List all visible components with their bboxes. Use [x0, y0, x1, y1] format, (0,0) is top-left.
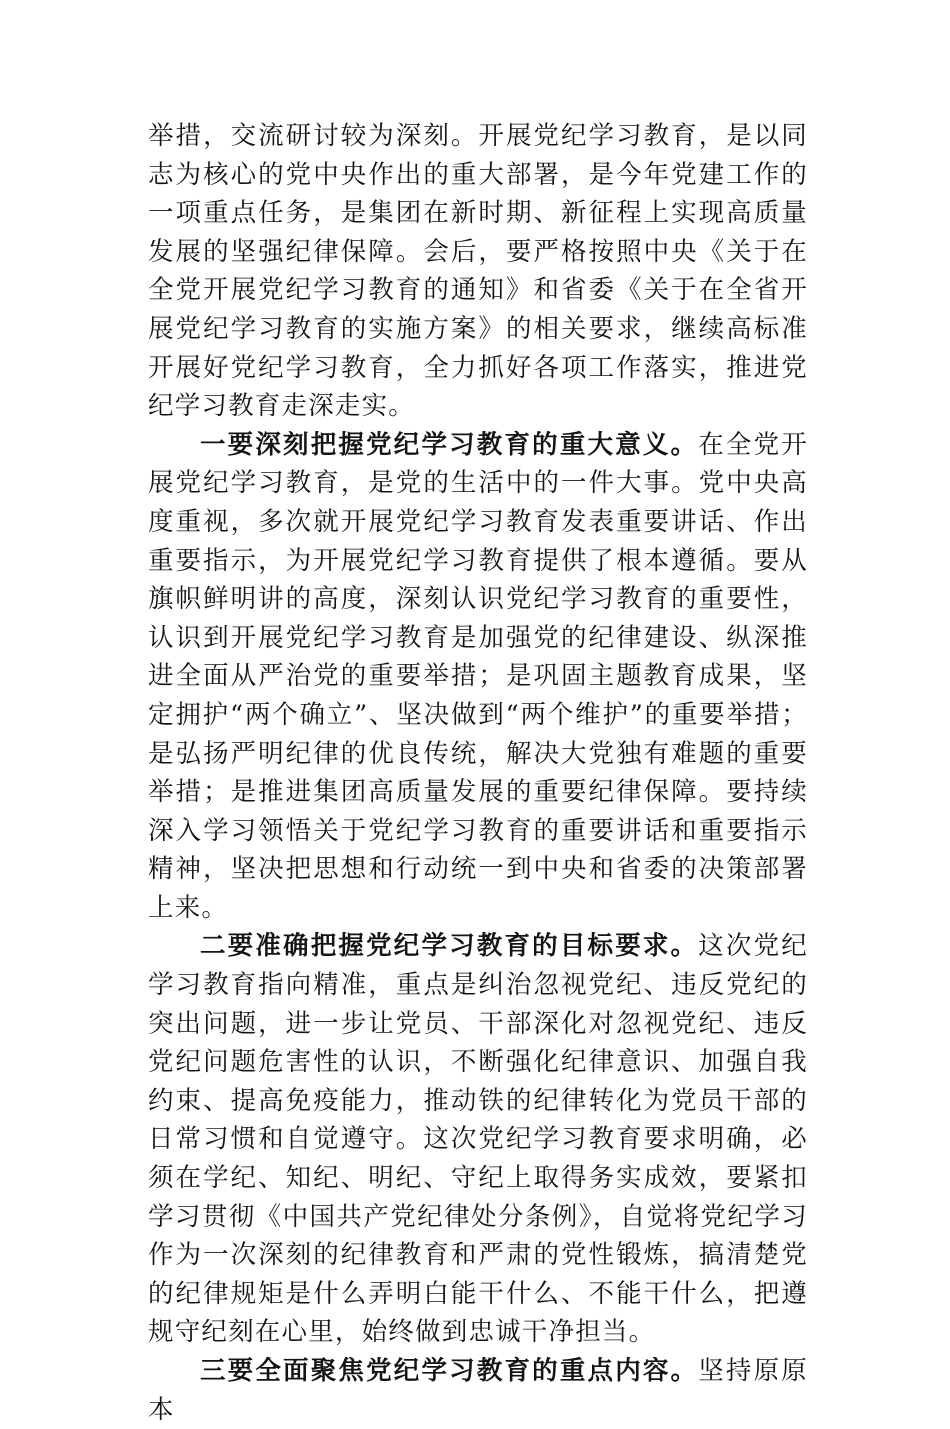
- paragraph-1: [148, 117, 808, 426]
- paragraph-4: [148, 1352, 808, 1429]
- paragraph-2-text: 在全党开展党纪学习教育，是党的生活中的一件大事。党中央高度重视，多次就开展党纪学习教育发表重要讲话、作出重要指示，为开展党纪学习教育提供了根本遵循。要从旗帜鲜明讲的高度，深刻认识党纪学习教育的重要性，认识到开展党纪学习教育是加强党的纪律建设、纵深推进全面从严治党的重要举措；是巩固主题教育成果，坚定拥护“两个确立”、坚决做到“两个维护”的重要举措；是弘扬严明纪律的优良传统，解决大党独有难题的重要举措；是推进集团高质量发展的重要纪律保障。要持续深入学习领悟关于党纪学习教育的重要讲话和重要指示精神，坚决把思想和行动统一到中央和省委的决策部署上来。: [148, 429, 808, 923]
- paragraph-4-text: 坚持原原本: [148, 1356, 808, 1425]
- paragraph-3-lead: 二要准确把握党纪学习教育的目标要求。: [200, 931, 699, 962]
- paragraph-2: [148, 426, 808, 928]
- paragraph-3: [148, 927, 808, 1352]
- document-body: [148, 117, 808, 1429]
- paragraph-4-lead: 三要全面聚焦党纪学习教育的重点内容。: [200, 1356, 699, 1386]
- paragraph-1-text: 举措，交流研讨较为深刻。开展党纪学习教育，是以同志为核心的党中央作出的重大部署，是今年党建工作的一项重点任务，是集团在新时期、新征程上实现高质量发展的坚强纪律保障。会后，要严格按照中央《关于在全党开展党纪学习教育的通知》和省委《关于在全省开展党纪学习教育的实施方案》的相关要求，继续高标准开展好党纪学习教育，全力抓好各项工作落实，推进党纪学习教育走深走实。: [148, 121, 808, 422]
- paragraph-2-lead: 一要深刻把握党纪学习教育的重大意义。: [200, 429, 699, 460]
- paragraph-3-text: 这次党纪学习教育指向精准，重点是纠治忽视党纪、违反党纪的突出问题，进一步让党员、干部深化对忽视党纪、违反党纪问题危害性的认识，不断强化纪律意识、加强自我约束、提高免疫能力，推动铁的纪律转化为党员干部的日常习惯和自觉遵守。这次党纪学习教育要求明确，必须在学纪、知纪、明纪、守纪上取得务实成效，要紧扣学习贯彻《中国共产党纪律处分条例》，自觉将党纪学习作为一次深刻的纪律教育和严肃的党性锻炼，搞清楚党的纪律规矩是什么弄明白能干什么、不能干什么，把遵规守纪刻在心里，始终做到忠诚干净担当。: [148, 931, 808, 1348]
